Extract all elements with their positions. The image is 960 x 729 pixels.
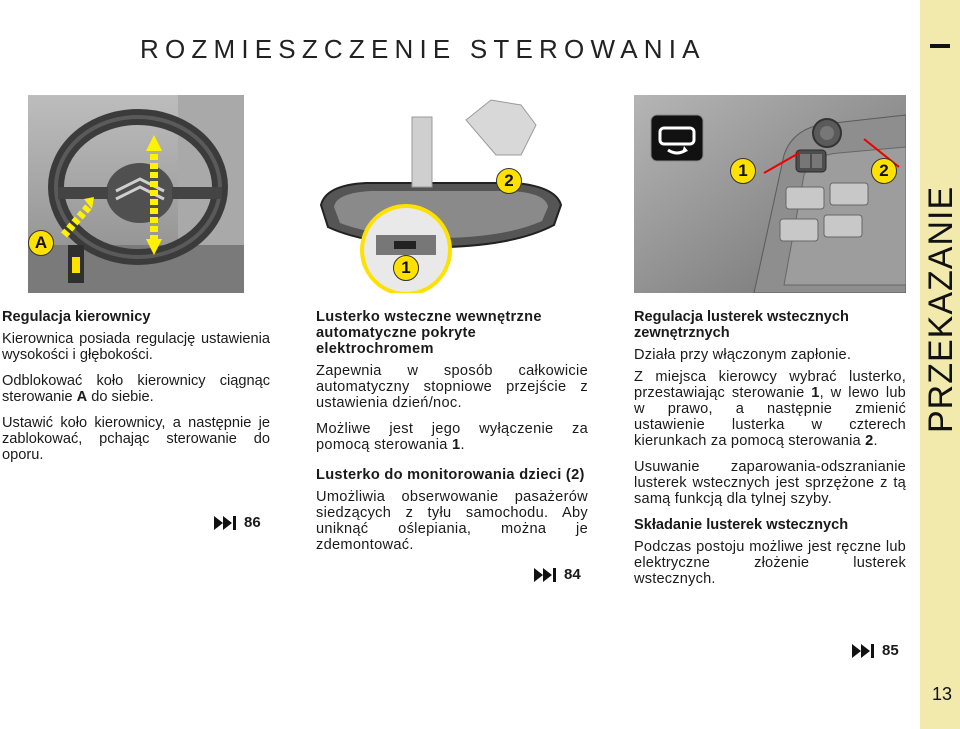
interior-mirror-photo bbox=[316, 95, 586, 293]
exterior-mirrors-p2 bbox=[634, 369, 906, 449]
folding-mirrors-p: Podczas postoju możliwe jest ręczne lub elektryczne złożenie lusterek wstecznych. bbox=[634, 539, 906, 587]
section-tab-marker bbox=[930, 44, 950, 48]
exterior-mirrors-p2-control1: 1 bbox=[811, 385, 820, 401]
steering-p2-text: Odblokować koło kierownicy ciągnąc sterowanie bbox=[2, 373, 270, 405]
steering-ref-number: 86 bbox=[244, 514, 261, 531]
steering-p3: Ustawić koło kierownicy, a następnie je zablokować, pchając sterowanie do oporu. bbox=[2, 415, 270, 463]
folding-mirrors-heading: Składanie lusterek wstecznych bbox=[634, 517, 849, 533]
fast-forward-icon bbox=[532, 567, 558, 583]
callout-door-2: 2 bbox=[871, 158, 897, 184]
callout-door-1: 1 bbox=[730, 158, 756, 184]
interior-mirror-p1: Zapewnia w sposób całkowicie automatyczny stopniowe przejście z ustawienia dzień/noc. bbox=[316, 363, 588, 411]
steering-heading: Regulacja kierownicy bbox=[2, 309, 151, 325]
interior-mirror-ref-number: 84 bbox=[564, 566, 581, 583]
mirror-fold-icon bbox=[650, 114, 704, 162]
fast-forward-icon bbox=[212, 515, 238, 531]
exterior-mirrors-section bbox=[634, 309, 906, 597]
page-title: ROZMIESZCZENIE STEROWANIA bbox=[140, 34, 706, 64]
interior-mirror-p2-control: 1 bbox=[452, 437, 461, 453]
fast-forward-icon bbox=[850, 643, 876, 659]
callout-mirror-1: 1 bbox=[393, 255, 419, 281]
steering-p2 bbox=[2, 373, 270, 405]
interior-mirror-p2-end: . bbox=[460, 437, 465, 453]
steering-wheel-photo bbox=[28, 95, 244, 293]
exterior-mirrors-p2-text: Z miejsca kierowcy wybrać lusterko, przestawiając sterowanie bbox=[634, 369, 906, 401]
interior-mirror-p2-text: Możliwe jest jego wyłączenie za pomocą sterowania bbox=[316, 421, 588, 453]
exterior-mirrors-p2-mid: , w lewo lub w prawo, a następnie zmienić ustawienie lusterka w czterech kierunkach za pomocą sterowania bbox=[634, 385, 906, 449]
child-mirror-p: Umożliwia obserwowanie pasażerów siedzących z tyłu samochodu. Aby uniknąć oślepiania, można je zdemontować. bbox=[316, 489, 588, 553]
steering-adjustment-section bbox=[2, 309, 270, 473]
interior-mirror-heading: Lusterko wsteczne wewnętrzne automatyczne pokryte elektrochromem bbox=[316, 309, 542, 357]
exterior-mirrors-heading: Regulacja lusterek wstecznych zewnętrznych bbox=[634, 309, 849, 341]
exterior-mirrors-p1: Działa przy włączonym zapłonie. bbox=[634, 347, 852, 363]
exterior-mirrors-page-reference[interactable] bbox=[850, 642, 899, 659]
interior-mirror-page-reference[interactable] bbox=[532, 566, 581, 583]
child-mirror-heading: Lusterko do monitorowania dzieci (2) bbox=[316, 467, 585, 483]
interior-mirror-section bbox=[316, 309, 588, 563]
steering-p1: Kierownica posiada regulację ustawienia wysokości i głębokości. bbox=[2, 331, 270, 363]
steering-page-reference[interactable] bbox=[212, 514, 261, 531]
exterior-mirrors-ref-number: 85 bbox=[882, 642, 899, 659]
exterior-mirrors-p2-end: . bbox=[873, 433, 878, 449]
steering-p2-control: A bbox=[76, 389, 88, 405]
exterior-mirrors-p3: Usuwanie zaparowania-odszranianie lusterek wstecznych jest sprzężone z tą samą funkcją dla tylnej szyby. bbox=[634, 459, 906, 507]
page-number: 13 bbox=[931, 684, 953, 704]
exterior-mirrors-p2-control2: 2 bbox=[865, 433, 874, 449]
section-tab-label: PRZEKAZANIE bbox=[922, 185, 960, 433]
steering-p2-end: do siebie. bbox=[87, 389, 154, 405]
callout-a: A bbox=[28, 230, 54, 256]
interior-mirror-p2 bbox=[316, 421, 588, 453]
callout-mirror-2: 2 bbox=[496, 168, 522, 194]
